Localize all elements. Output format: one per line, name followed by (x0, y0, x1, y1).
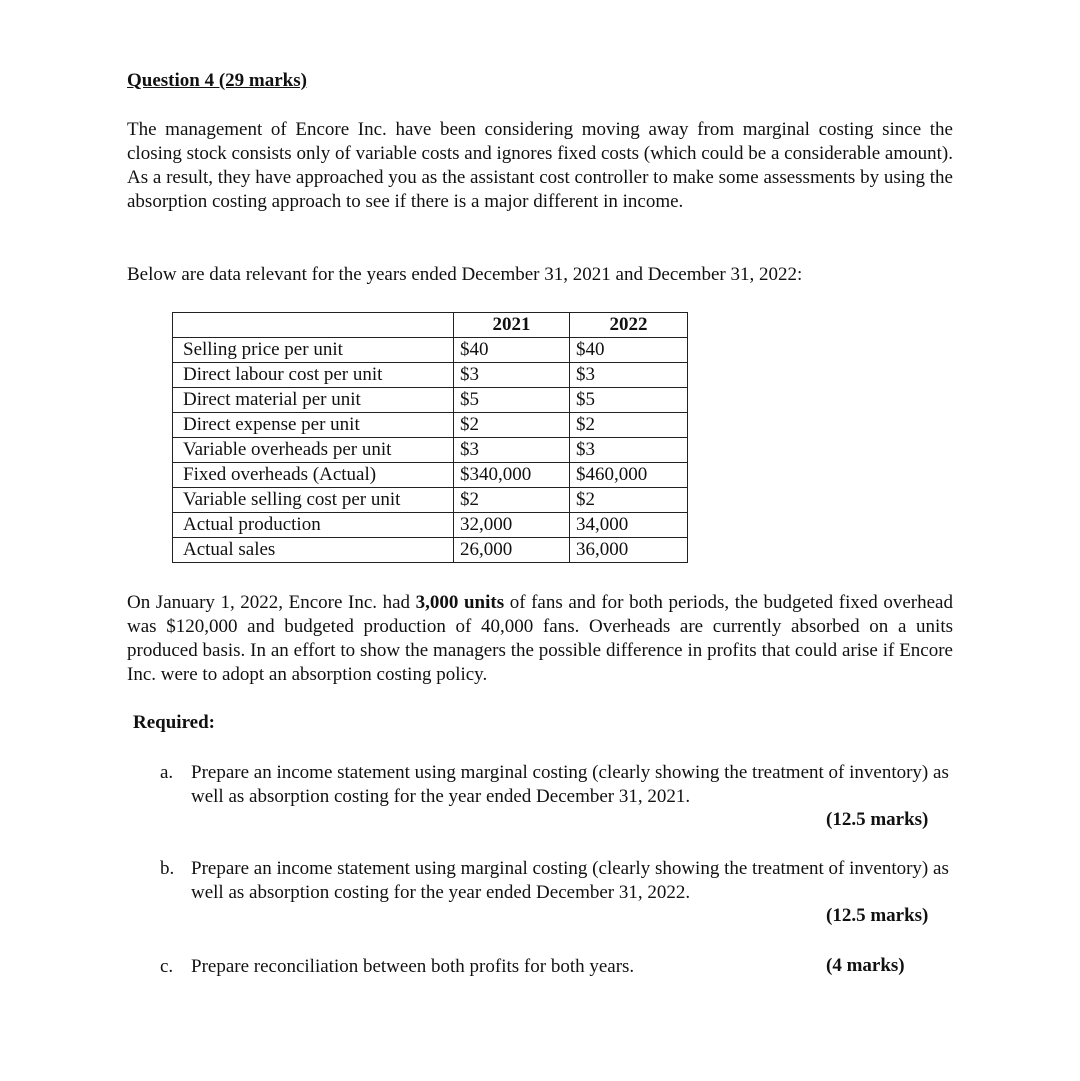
row-label: Variable selling cost per unit (173, 488, 454, 513)
value-2021: $3 (454, 438, 570, 463)
value-2021: 26,000 (454, 538, 570, 563)
row-label: Direct labour cost per unit (173, 363, 454, 388)
value-2022: $3 (570, 438, 688, 463)
row-label: Fixed overheads (Actual) (173, 463, 454, 488)
task-letter: a. (160, 762, 174, 783)
value-2022: 34,000 (570, 513, 688, 538)
context-bold-units: 3,000 units (415, 592, 505, 613)
task-text: Prepare reconciliation between both profits for both years. (191, 956, 635, 977)
value-2021: $5 (454, 388, 570, 413)
task-b (160, 857, 950, 905)
row-label: Direct expense per unit (173, 413, 454, 438)
table-header-row (173, 313, 688, 338)
task-letter: b. (160, 858, 175, 879)
table-row (173, 438, 688, 463)
table-header-blank (173, 313, 454, 338)
value-2022: $460,000 (570, 463, 688, 488)
row-label: Selling price per unit (173, 338, 454, 363)
question-heading: Question 4 (29 marks) (127, 70, 307, 91)
value-2022: $40 (570, 338, 688, 363)
table-header-2022: 2022 (570, 313, 688, 338)
table-row (173, 513, 688, 538)
row-label: Direct material per unit (173, 388, 454, 413)
value-2022: $2 (570, 413, 688, 438)
task-a (160, 761, 950, 809)
table-row (173, 463, 688, 488)
table-row (173, 488, 688, 513)
row-label: Variable overheads per unit (173, 438, 454, 463)
value-2022: 36,000 (570, 538, 688, 563)
context-text-before: On January 1, 2022, Encore Inc. had (127, 592, 416, 613)
table-row (173, 413, 688, 438)
value-2021: $40 (454, 338, 570, 363)
table-row (173, 338, 688, 363)
value-2021: $3 (454, 363, 570, 388)
value-2022: $2 (570, 488, 688, 513)
row-label: Actual production (173, 513, 454, 538)
task-marks: (12.5 marks) (826, 905, 929, 926)
value-2021: $2 (454, 488, 570, 513)
table-header-2021: 2021 (454, 313, 570, 338)
required-label: Required: (133, 712, 215, 733)
table-row (173, 363, 688, 388)
table-row (173, 538, 688, 563)
task-text: Prepare an income statement using marginal costing (clearly showing the treatment of inventory) as well as absorption costing for the year ended December 31, 2021. (191, 762, 949, 807)
intro-paragraph: The management of Encore Inc. have been considering moving away from marginal costing since the closing stock consists only of variable costs and ignores fixed costs (which could be a considerable amount). As a result, they have approached you as the assistant cost controller to make some assessments by using the absorption costing approach to see if there is a major different in income. (127, 119, 953, 212)
task-marks: (4 marks) (826, 955, 905, 976)
data-intro-paragraph: Below are data relevant for the years ended December 31, 2021 and December 31, 2022: (127, 264, 803, 285)
value-2021: 32,000 (454, 513, 570, 538)
task-letter: c. (160, 956, 174, 977)
value-2021: $2 (454, 413, 570, 438)
context-text-after: of fans and for both periods, the budgeted fixed overhead was $120,000 and budgeted production of 40,000 fans. Overheads are currently absorbed on a units produced basis. In an effort to show the managers the possible difference in profits that could arise if Encore Inc. were to adopt an absorption costing policy. (127, 592, 953, 685)
value-2022: $3 (570, 363, 688, 388)
value-2022: $5 (570, 388, 688, 413)
cost-data-table (172, 312, 688, 563)
row-label: Actual sales (173, 538, 454, 563)
table-row (173, 388, 688, 413)
task-text: Prepare an income statement using marginal costing (clearly showing the treatment of inventory) as well as absorption costing for the year ended December 31, 2022. (191, 858, 949, 903)
context-paragraph (127, 591, 953, 687)
value-2021: $340,000 (454, 463, 570, 488)
task-marks: (12.5 marks) (826, 809, 929, 830)
